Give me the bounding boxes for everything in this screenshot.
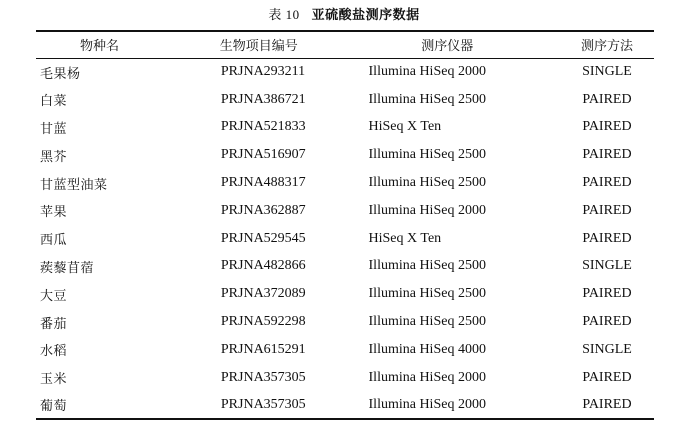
- header-method: 测序方法: [580, 39, 633, 55]
- cell-species: 蒺藜苜蓿: [40, 260, 95, 276]
- table-row: [36, 225, 654, 253]
- table-row: [36, 392, 654, 420]
- table-caption: [0, 5, 688, 26]
- cell-species: 甘蓝型油菜: [40, 177, 108, 193]
- table-row: [36, 114, 654, 142]
- cell-species: 白菜: [40, 94, 68, 110]
- cell-project: PRJNA293211: [220, 64, 306, 80]
- cell-project: PRJNA357305: [220, 369, 306, 385]
- cell-method: PAIRED: [582, 286, 632, 302]
- header-project: 生物项目编号: [219, 39, 298, 55]
- cell-method: PAIRED: [582, 202, 632, 218]
- cell-instrument: Illumina HiSeq 2500: [368, 286, 486, 302]
- cell-instrument: HiSeq X Ten: [368, 230, 442, 246]
- table-row: [36, 364, 654, 392]
- cell-instrument: HiSeq X Ten: [368, 119, 442, 135]
- cell-species: 黑芥: [40, 149, 68, 165]
- cell-instrument: Illumina HiSeq 2000: [368, 396, 486, 412]
- cell-project: PRJNA372089: [220, 286, 306, 302]
- table-row: [36, 336, 654, 364]
- header-instrument: 测序仪器: [421, 39, 474, 55]
- cell-species: 水稻: [40, 344, 68, 360]
- cell-instrument: Illumina HiSeq 2500: [368, 147, 486, 163]
- cell-project: PRJNA362887: [220, 202, 306, 218]
- table-title: 亚硫酸盐测序数据: [311, 8, 420, 23]
- sequencing-data-table: [36, 30, 654, 420]
- cell-species: 大豆: [40, 288, 68, 304]
- cell-instrument: Illumina HiSeq 2500: [368, 175, 486, 191]
- cell-project: PRJNA482866: [220, 258, 306, 274]
- table-row: [36, 169, 654, 197]
- table-row: [36, 86, 654, 114]
- table-row: [36, 253, 654, 281]
- cell-instrument: Illumina HiSeq 2000: [368, 202, 486, 218]
- cell-project: PRJNA488317: [220, 175, 306, 191]
- cell-project: PRJNA516907: [220, 147, 306, 163]
- table-row: [36, 280, 654, 308]
- cell-method: PAIRED: [582, 91, 632, 107]
- cell-species: 番茄: [40, 316, 68, 332]
- cell-method: PAIRED: [582, 119, 632, 135]
- cell-species: 甘蓝: [40, 121, 68, 137]
- cell-instrument: Illumina HiSeq 2000: [368, 64, 486, 80]
- cell-method: PAIRED: [582, 396, 632, 412]
- table-number: 表 10: [268, 7, 300, 22]
- header-species: 物种名: [80, 39, 120, 55]
- cell-method: PAIRED: [582, 230, 632, 246]
- cell-project: PRJNA357305: [220, 396, 306, 412]
- table-header: [36, 31, 654, 58]
- cell-method: SINGLE: [582, 341, 632, 357]
- table-body: [36, 58, 654, 419]
- cell-species: 毛果杨: [40, 66, 81, 82]
- cell-project: PRJNA386721: [220, 91, 306, 107]
- cell-project: PRJNA521833: [220, 119, 306, 135]
- cell-instrument: Illumina HiSeq 2500: [368, 314, 486, 330]
- table-row: [36, 58, 654, 86]
- cell-project: PRJNA615291: [220, 341, 306, 357]
- cell-species: 苹果: [40, 205, 68, 221]
- cell-project: PRJNA592298: [220, 314, 306, 330]
- cell-species: 葡萄: [40, 399, 68, 415]
- cell-instrument: Illumina HiSeq 2000: [368, 369, 486, 385]
- cell-instrument: Illumina HiSeq 2500: [368, 91, 486, 107]
- cell-method: PAIRED: [582, 175, 632, 191]
- cell-instrument: Illumina HiSeq 4000: [368, 341, 486, 357]
- cell-method: SINGLE: [582, 258, 632, 274]
- cell-project: PRJNA529545: [220, 230, 306, 246]
- table-row: [36, 197, 654, 225]
- table-row: [36, 308, 654, 336]
- cell-species: 西瓜: [40, 233, 68, 249]
- cell-method: SINGLE: [582, 64, 632, 80]
- cell-method: PAIRED: [582, 147, 632, 163]
- cell-species: 玉米: [40, 372, 68, 388]
- table-row: [36, 141, 654, 169]
- cell-method: PAIRED: [582, 369, 632, 385]
- cell-instrument: Illumina HiSeq 2500: [368, 258, 486, 274]
- cell-method: PAIRED: [582, 314, 632, 330]
- header-row: [36, 31, 654, 58]
